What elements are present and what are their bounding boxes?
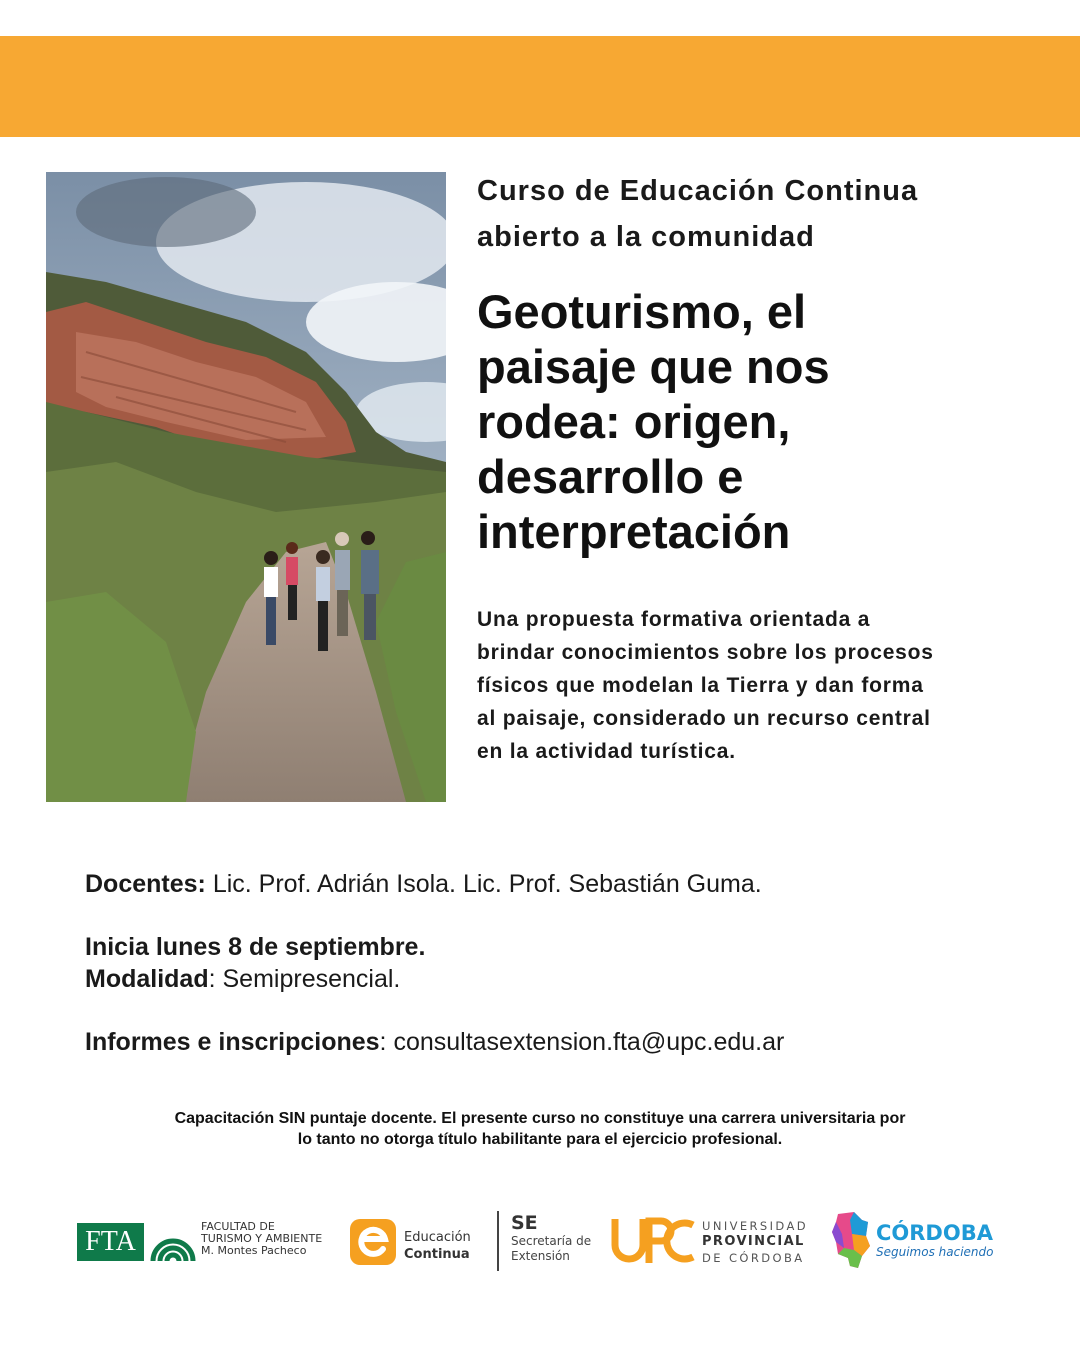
educacion-continua-logo-text bbox=[404, 1229, 471, 1263]
title-line: paisaje que nos bbox=[477, 340, 830, 393]
start-date-text: Inicia lunes 8 de septiembre. bbox=[85, 933, 426, 961]
modalidad-value: : Semipresencial. bbox=[208, 965, 401, 993]
disclaimer bbox=[60, 1108, 1020, 1150]
fta-name-line: TURISMO Y AMBIENTE bbox=[201, 1232, 323, 1245]
se-line: Extensión bbox=[511, 1249, 570, 1263]
title-line: desarrollo e bbox=[477, 450, 744, 503]
subtitle-line: Curso de Educación Continua bbox=[477, 175, 919, 207]
start-date-row bbox=[85, 931, 1035, 963]
subtitle-line: abierto a la comunidad bbox=[477, 221, 815, 253]
fta-name-line: FACULTAD DE bbox=[201, 1220, 275, 1233]
educacion-continua-icon bbox=[350, 1219, 396, 1270]
fta-logo: FTA bbox=[77, 1223, 144, 1261]
informes-row bbox=[85, 1026, 1035, 1058]
upc-line: DE CÓRDOBA bbox=[702, 1251, 805, 1265]
modalidad-row bbox=[85, 963, 1035, 995]
description-line: Una propuesta formativa orientada a bbox=[477, 608, 871, 631]
description-line: físicos que modelan la Tierra y dan forma bbox=[477, 674, 924, 697]
se-line: Secretaría de bbox=[511, 1234, 592, 1248]
course-title bbox=[477, 284, 1057, 559]
disclaimer-line: Capacitación SIN puntaje docente. El presente curso no constituye una carrera universitaria por bbox=[174, 1110, 906, 1127]
fta-name-line: M. Montes Pacheco bbox=[201, 1244, 307, 1257]
fta-name bbox=[201, 1221, 322, 1257]
cordoba-name: CÓRDOBA bbox=[876, 1221, 993, 1245]
cordoba-logo-text bbox=[876, 1221, 994, 1259]
cordoba-slogan: Seguimos haciendo bbox=[876, 1245, 994, 1259]
upc-line: UNIVERSIDAD bbox=[702, 1219, 809, 1233]
docentes-label: Docentes: bbox=[85, 870, 206, 898]
docentes-value: Lic. Prof. Adrián Isola. Lic. Prof. Sebastián Guma. bbox=[205, 870, 762, 898]
contact-email: : consultasextension.fta@upc.edu.ar bbox=[379, 1028, 785, 1056]
ec-line: Educación bbox=[404, 1230, 471, 1245]
title-line: rodea: origen, bbox=[477, 395, 791, 448]
upc-line: PROVINCIAL bbox=[702, 1234, 805, 1249]
top-accent-band bbox=[0, 36, 1080, 137]
title-line: interpretación bbox=[477, 505, 791, 558]
modalidad-label: Modalidad bbox=[85, 965, 209, 993]
description-line: en la actividad turística. bbox=[477, 740, 736, 763]
informes-label: Informes e inscripciones bbox=[85, 1028, 380, 1056]
cordoba-map-icon bbox=[832, 1212, 872, 1273]
upc-logo-text bbox=[702, 1218, 808, 1266]
fta-arcs-icon bbox=[150, 1219, 196, 1268]
se-abbr: SE bbox=[511, 1212, 538, 1234]
disclaimer-line: lo tanto no otorga título habilitante para el ejercicio profesional. bbox=[297, 1131, 783, 1148]
description-line: al paisaje, considerado un recurso central bbox=[477, 707, 931, 730]
description-line: brindar conocimientos sobre los procesos bbox=[477, 641, 934, 664]
ec-line: Continua bbox=[404, 1247, 470, 1262]
secretaria-extension-logo bbox=[511, 1212, 591, 1264]
divider bbox=[497, 1211, 499, 1271]
group-hiking-canyon-photo bbox=[46, 172, 446, 802]
course-description bbox=[477, 603, 1037, 768]
title-line: Geoturismo, el bbox=[477, 285, 807, 338]
upc-logo-mark bbox=[611, 1215, 695, 1270]
docentes-row bbox=[85, 868, 1035, 900]
course-subtitle bbox=[477, 168, 1037, 260]
